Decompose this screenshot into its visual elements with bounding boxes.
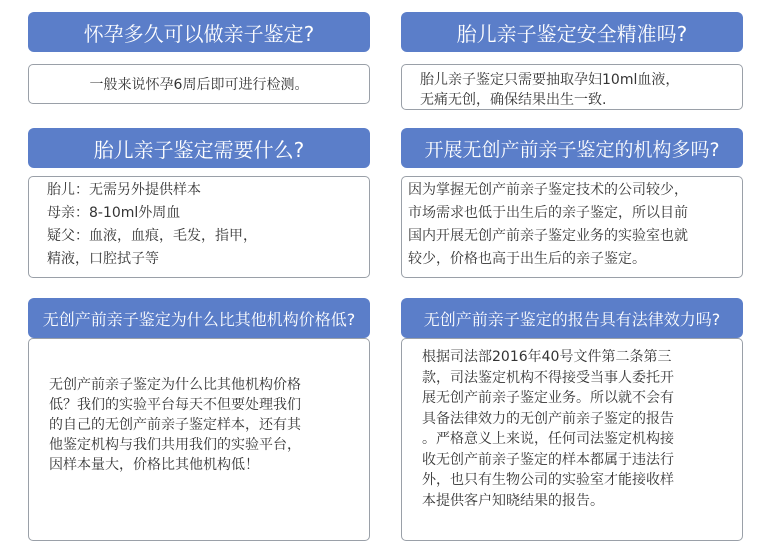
card-title: 无创产前亲子鉴定的报告具有法律效力吗?: [401, 298, 743, 338]
answer-line: 外，也只有生物公司的实验室才能接收样: [422, 472, 674, 488]
card-title: 开展无创产前亲子鉴定的机构多吗?: [401, 128, 743, 168]
card-answer: [401, 176, 743, 278]
card-title: 胎儿亲子鉴定需要什么?: [28, 128, 370, 168]
answer-line: 的自己的无创产前亲子鉴定样本，还有其: [49, 417, 301, 433]
answer-line: 国内开展无创产前亲子鉴定业务的实验室也就: [408, 228, 688, 244]
answer-line: 因样本量大，价格比其他机构低！: [49, 457, 259, 473]
card-answer: [28, 338, 370, 541]
answer-line: 展无创产前亲子鉴定业务。所以就不会有: [422, 390, 674, 406]
answer-line: 母亲：8-10ml外周血: [47, 205, 181, 221]
answer-line: 市场需求也低于出生后的亲子鉴定，所以目前: [408, 205, 688, 221]
answer-line: 胎儿：无需另外提供样本: [47, 182, 201, 198]
answer-line: 疑父：血液，血痕，毛发，指甲，: [47, 228, 257, 244]
faq-card-legal-validity: [401, 298, 743, 541]
card-title: 胎儿亲子鉴定安全精准吗?: [401, 12, 743, 52]
faq-card-institutions: [401, 128, 743, 278]
answer-line: 无创产前亲子鉴定为什么比其他机构价格: [49, 377, 301, 393]
answer-line: 收无创产前亲子鉴定的样本都属于违法行: [422, 451, 674, 468]
answer-line: 较少，价格也高于出生后的亲子鉴定。: [408, 251, 646, 267]
answer-line: 胎儿亲子鉴定只需要抽取孕妇10ml血液，: [420, 72, 680, 88]
faq-card-requirements: [28, 128, 370, 278]
answer-line: 款，司法鉴定机构不得接受当事人委托开: [422, 369, 674, 386]
card-answer: [401, 338, 743, 541]
card-answer: [401, 64, 743, 110]
card-title: 无创产前亲子鉴定为什么比其他机构价格低?: [28, 298, 370, 338]
answer-line: 精液，口腔拭子等: [47, 251, 159, 267]
card-answer: [28, 176, 370, 278]
answer-line: 本提供客户知晓结果的报告。: [422, 492, 604, 509]
answer-line: 因为掌握无创产前亲子鉴定技术的公司较少，: [408, 182, 688, 198]
answer-line: 低？我们的实验平台每天不但要处理我们: [49, 397, 301, 413]
answer-line: 根据司法部2016年40号文件第二条第三: [422, 349, 672, 365]
answer-line: 。严格意义上来说，任何司法鉴定机构接: [422, 431, 674, 447]
answer-line: 无痛无创，确保结果出生一致.: [420, 92, 607, 108]
card-answer: [28, 64, 370, 104]
answer-line: 一般来说怀孕6周后即可进行检测。: [89, 77, 309, 93]
answer-line: 具备法律效力的无创产前亲子鉴定的报告: [422, 410, 674, 427]
answer-line: 他鉴定机构与我们共用我们的实验平台，: [49, 437, 301, 453]
card-title: 怀孕多久可以做亲子鉴定?: [28, 12, 370, 52]
faq-card-safety-accuracy: [401, 12, 743, 108]
faq-card-price: [28, 298, 370, 541]
faq-card-pregnancy-timing: [28, 12, 370, 104]
